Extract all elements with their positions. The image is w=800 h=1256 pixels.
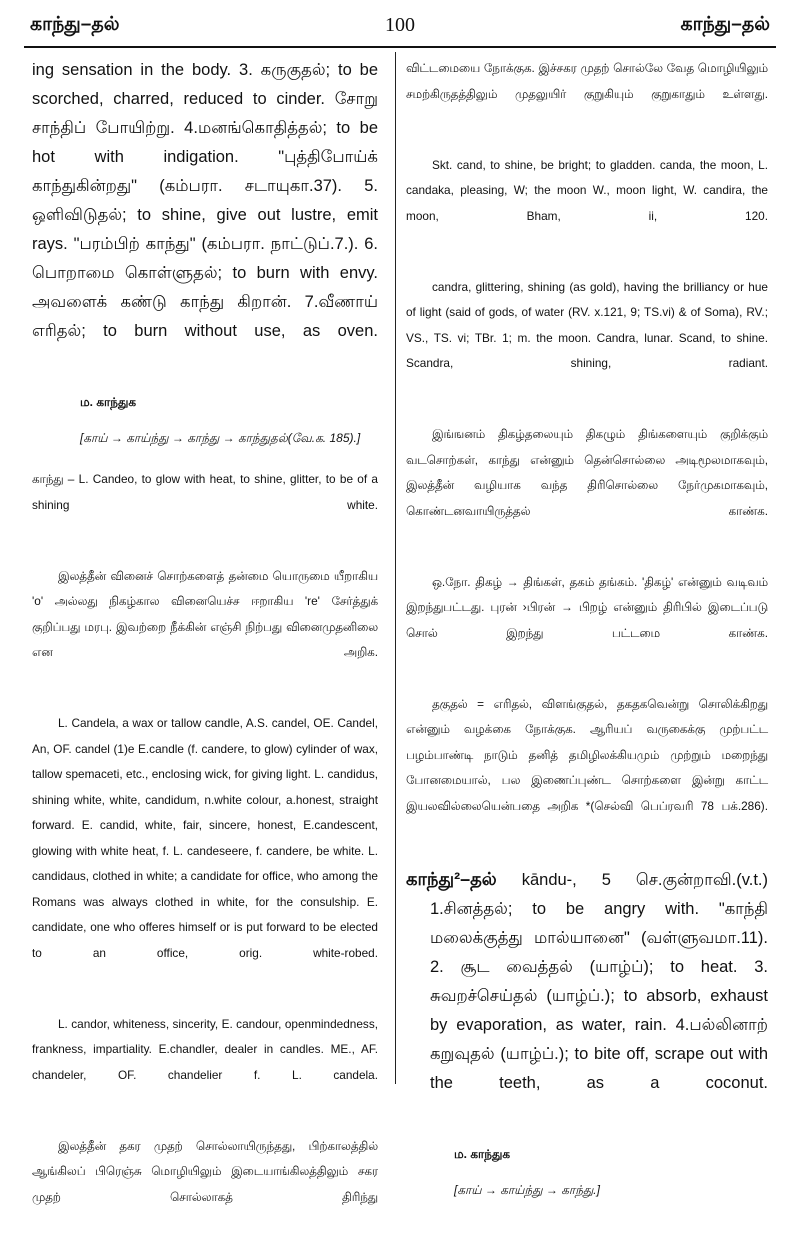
entry-headword: காந்து²–தல் [406,868,497,889]
header-rule [24,46,776,48]
paragraph-latin-shift: இலத்தீன் தகர முதற் சொல்லாயிருந்தது, பிற்காலத்தில் ஆங்கிலப் பிரெஞ்சு மொழியிலும் இடையாங்கிலத்திலும் சகர முதற் சொல்லாகத் திரிந்து [32,1138,378,1204]
paragraph-compare: ஒ.நோ. திகழ் → திங்கள், தகம் தங்கம். 'திகழ்' என்னும் வடிவம் இறந்துபட்டது. புரன் ›பிரன் → பிறழ் என்னும் திரிபில் இடைப்படு சொல் இறந்து பட்டமை காண்க. [406,574,768,640]
paragraph-candeo: காந்து – L. Candeo, to glow with heat, to shine, glitter, to be of a shining white. [32,472,378,512]
page-header [24,6,776,50]
malayalam-cognate: ம. காந்துக [80,395,137,409]
malayalam-cognate-2: ம. காந்துக [454,1146,511,1161]
dictionary-entry-kaandu2 [406,865,768,1127]
paragraph-candela: L. Candela, a wax or tallow candle, A.S. candel, OE. Candel, An, OF. candel (1)e E.candle (f. candere, to glow) cylinder of wax, tallow spemaceti, etc., enclosing wick, for giving light. L. candidus, shining white, white, candidum, n.white colour, a.honest, straight forward. E. candid, white, fair, sincere, honest, E.candescent, glowing with white heat, f. L. candeseere, f. candere, be white. L. candidaus, clothed in white; a candidate for office, who among the Romans was always clothed in white, for the consulship. E. candidate, one who offeres himself or is put forward to be elected to an office, orig. white-robed. [32,716,378,960]
derivation-note-2: [காய் → காய்ந்து → காந்து.] [454,1182,600,1197]
entry-continuation: ing sensation in the body. 3. கருகுதல்; to be scorched, charred, reduced to cinder. சோறு சாந்திப் போயிற்று. 4.மனங்கொதித்தல்; to be hot with indigation. "புத்திபோய்க் காந்துகின்றது" (கம்பரா. சடாயுகா.37). 5. ஒளிவிடுதல்; to shine, give out lustre, emit rays. "பரம்பிற் காந்து" (கம்பரா. நாட்டுப்.7.). 6. பொறாமை கொள்ளுதல்; to burn with envy. அவளைக் கண்டு காந்து கிறான். 7.வீணாய் எரிதல்; to burn without use, as oven. [32,61,378,340]
running-head-left: காந்து–தல் [30,14,120,35]
column-divider [395,52,396,1084]
right-column [406,56,768,1219]
derivation-note: [காய் → காய்ந்து → காந்து → காந்துதல்(வே.க. 185).] [80,431,361,445]
paragraph-northern-words: இங்ஙனம் திகழ்தலையும் திகழும் திங்களையும் குறிக்கும் வடசொற்கள், காந்து என்னும் தென்சொல்லை அடிமூலமாகவும், இலத்தீன் வழியாக வந்த திரிசொல்லை நேர்முகமாகவும், கொண்டனவாயிருத்தல் காண்க. [406,427,768,518]
paragraph-sanskrit-cand: Skt. cand, to shine, be bright; to gladden. canda, the moon, L. candaka, pleasing, W; the moon W., moon light, W. candira, the moon, Bham, ii, 120. [406,157,768,223]
paragraph-latin-verbs: இலத்தீன் வினைச் சொற்களைத் தன்மை யொருமை யீறாகிய 'o' அல்லது நிகழ்கால வினையெச்ச ஈறாகிய 're' சேர்த்துக் குறிப்பது மரபு. இவற்றை நீக்கின் எஞ்சி நிற்பது வினைமுதனிலை என அறிக. [32,568,378,659]
page-number: 100 [385,14,415,36]
running-head-right: காந்து–தல் [680,14,770,35]
paragraph-continuation: விட்டமையை நோக்குக. இச்சகர முதற் சொல்லே வேத மொழியிலும் சமற்கிருதத்திலும் முதலுயிர் குறுகியும் குறுகாதும் உள்ளது. [406,61,768,101]
paragraph-candor: L. candor, whiteness, sincerity, E. candour, openmindedness, frankness, impartiality. E.chandler, dealer in candles. ME., AF. chandeler, OF. chandelier f. L. candela. [32,1016,378,1082]
entry-definition: kāndu-, 5 செ.குன்றாவி.(v.t.) 1.சினத்தல்; to be angry with. "காந்தி மலைக்குத்து மால்யானை" (வள்ளுவமா.11). 2. சூட வைத்தல் (யாழ்ப்); to heat. 3. சுவறச்செய்தல் (யாழ்ப்.); to absorb, exhaust by evaporation, as water, rain. 4.பல்லினாற் கறுவுதல் (யாழ்ப்.); to bite off, scrape out with the teeth, as a coconut. [430,870,768,1092]
paragraph-candra: candra, glittering, shining (as gold), having the brilliancy or hue of light (said of gods, of water (RV. x.121, 9; TS.vi) & of Soma), RV.; VS., TS. vi; TBr. 1; m. the moon. Candra, lunar. Scand, to shine. Scandra, shining, radiant. [406,279,768,370]
left-column [32,56,378,1256]
paragraph-thaguthal: தகுதல் = எரிதல், விளங்குதல், தகதகவென்று சொலிக்கிறது என்னும் வழக்கை நோக்குக. ஆரியப் வருகைக்கு முற்பட்ட பழம்பாண்டி நாடும் தனித் தமிழிலக்கியமும் முற்றும் மறைந்து போனமையால், பல இணைப்புண்ட சொற்களை இன்று காட்ட இயலவில்லையென்பதை அறிக *(செல்வி பெப்ரவரி 78 பக்.286). [406,696,768,813]
